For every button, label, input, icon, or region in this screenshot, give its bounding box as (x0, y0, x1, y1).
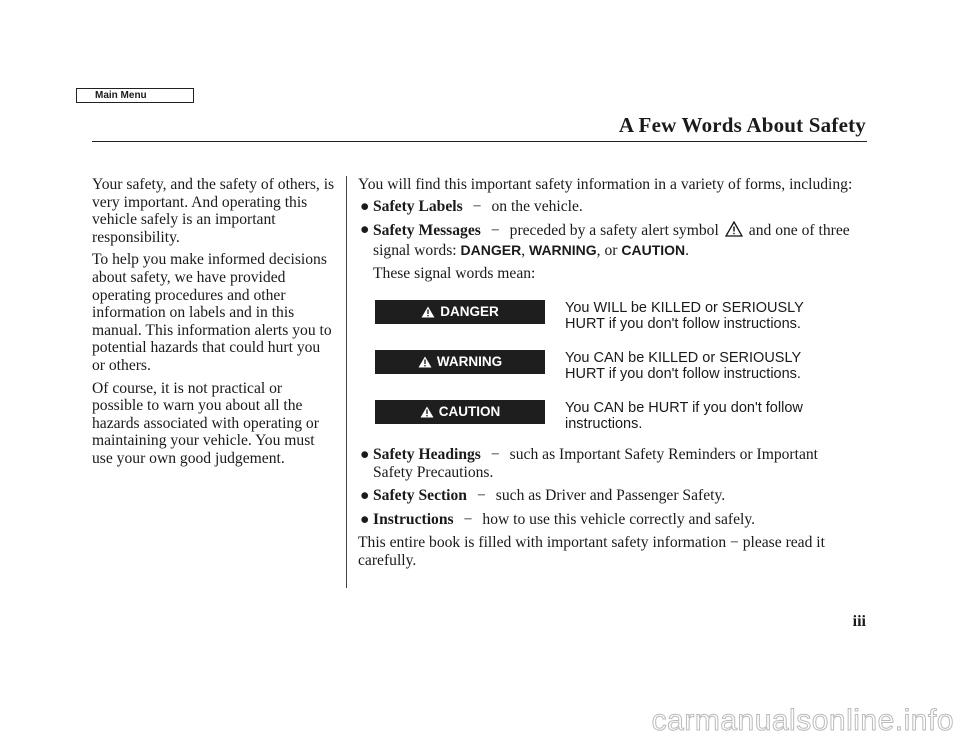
separator: , (521, 241, 526, 259)
right-column (358, 176, 858, 283)
bullet-safety-section (358, 487, 858, 505)
safety-labels-text: on the vehicle. (491, 197, 583, 215)
bullet-dot: ● (360, 197, 370, 215)
caution-badge (375, 400, 545, 424)
term-safety-messages: Safety Messages (373, 222, 481, 240)
safety-section-text: such as Driver and Passenger Safety. (495, 487, 726, 505)
warning-meaning: You CAN be KILLED or SERIOUSLY HURT if you don't follow instructions. (565, 350, 801, 382)
paragraph-judgement: Of course, it is not practical or possible to warn you about all the hazards associated with operating or maintaining your vehicle. You must use your own good judgement. (92, 379, 319, 467)
instructions-text: how to use this vehicle correctly and safely. (482, 510, 756, 528)
danger-meaning: You WILL be KILLED or SERIOUSLY HURT if you don't follow instructions. (565, 300, 804, 332)
page-title: A Few Words About Safety (618, 113, 866, 137)
dash: − (490, 222, 500, 240)
left-column (92, 176, 337, 473)
warning-badge-label: WARNING (436, 354, 503, 369)
paragraph-informed: To help you make informed decisions about safety, we have provided operating procedures and other information on labels and in this manual. This information alerts you to potential hazards that could hurt you or others. (92, 251, 332, 374)
caution-meaning: You CAN be HURT if you don't follow instructions. (565, 400, 803, 432)
separator: , or (596, 241, 618, 259)
column-divider (346, 176, 347, 588)
main-menu-button[interactable]: Main Menu (76, 88, 194, 103)
term-safety-headings: Safety Headings (373, 446, 481, 463)
right-column-lower (358, 446, 858, 570)
signal-word-danger: DANGER (460, 241, 522, 258)
watermark: carmanualsonline.info (651, 704, 954, 737)
dash: − (476, 487, 486, 505)
term-safety-section: Safety Section (373, 487, 467, 505)
signal-word-warning: WARNING (529, 241, 597, 258)
bullet-dot: ● (360, 487, 370, 505)
danger-badge (375, 300, 545, 324)
term-safety-labels: Safety Labels (373, 197, 463, 215)
term-instructions: Instructions (373, 510, 454, 528)
sentence-end: . (685, 241, 690, 259)
bullet-dot: ● (360, 446, 370, 463)
bullet-dot: ● (360, 510, 370, 528)
warning-triangle-icon (420, 406, 434, 418)
messages-text-before: preceded by a safety alert symbol (509, 222, 719, 240)
page-number: iii (852, 613, 866, 630)
paragraph-intro: Your safety, and the safety of others, is very important. And operating this vehicle safely is an important responsibility. (92, 176, 335, 246)
dash: − (463, 510, 473, 528)
messages-text-after: and one of three signal words: (373, 222, 850, 259)
bullet-safety-headings (358, 446, 858, 481)
header-rule (92, 141, 867, 142)
caution-badge-label: CAUTION (438, 404, 501, 419)
warning-triangle-icon (421, 306, 435, 318)
signal-words-intro: These signal words mean: (373, 265, 536, 283)
bullet-safety-messages (358, 221, 858, 259)
closing-paragraph: This entire book is filled with important safety information − please read it carefully. (358, 534, 825, 569)
forms-intro: You will find this important safety information in a variety of forms, including: (358, 176, 853, 193)
bullet-instructions (358, 511, 858, 529)
danger-badge-label: DANGER (440, 304, 499, 319)
warning-badge (375, 350, 545, 374)
safety-headings-text: such as Important Safety Reminders or Important Safety Precautions. (373, 446, 819, 481)
dash: − (490, 446, 500, 463)
bullet-dot: ● (360, 221, 370, 239)
safety-alert-triangle-icon (725, 221, 743, 242)
warning-triangle-icon (418, 356, 432, 368)
dash: − (472, 197, 482, 215)
bullet-safety-labels (358, 198, 858, 216)
signal-word-caution: CAUTION (621, 241, 686, 258)
